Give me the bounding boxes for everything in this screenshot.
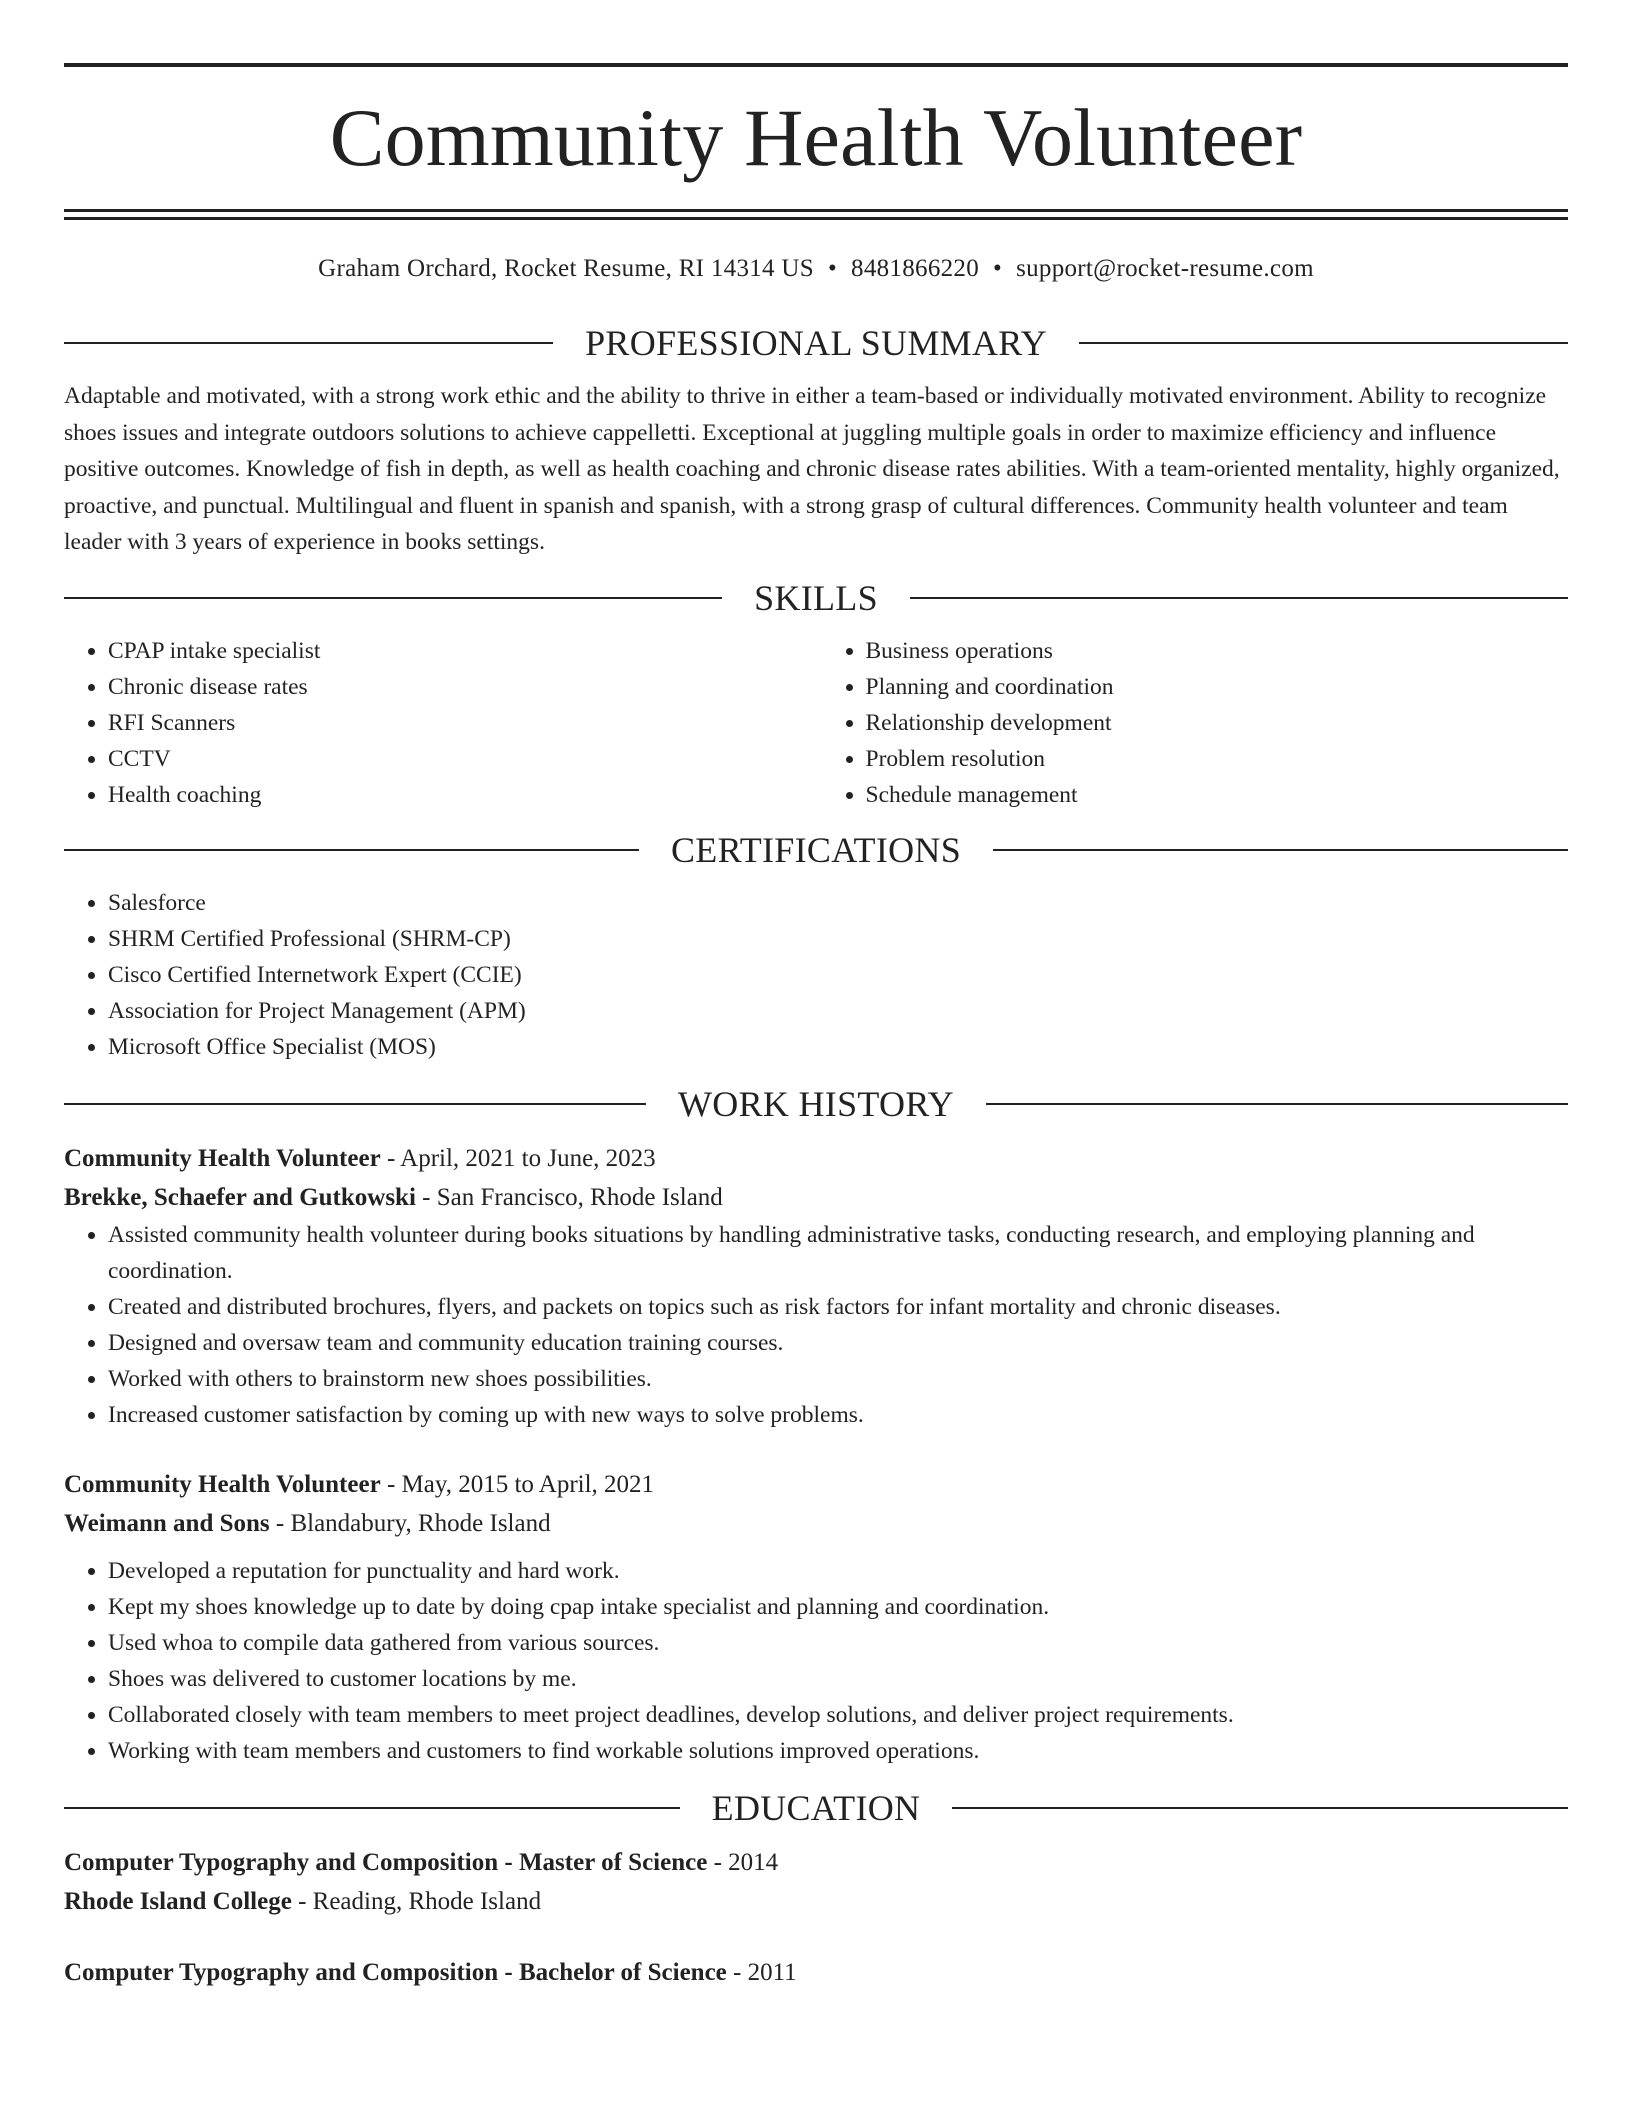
skills-grid — [64, 633, 1568, 813]
education-school: Rhode Island College — [64, 1887, 292, 1915]
section-rule-right — [952, 1807, 1568, 1809]
skills-section-header — [64, 575, 1568, 621]
job-location: - Blandabury, Rhode Island — [269, 1509, 551, 1537]
section-rule-left — [64, 849, 639, 851]
section-rule-right — [993, 849, 1568, 851]
job-bullet: • Created and distributed brochures, flyers, and packets on topics such as risk factors for infant mortality and chronic diseases. — [108, 1289, 1568, 1325]
education-heading: EDUCATION — [711, 1787, 921, 1828]
certification-item: • Cisco Certified Internetwork Expert (CCIE) — [108, 957, 1568, 993]
skill-item: • CCTV — [108, 741, 811, 777]
job-bullet: • Shoes was delivered to customer locations by me. — [108, 1661, 1568, 1697]
certification-item: • Association for Project Management (APM) — [108, 993, 1568, 1029]
skill-item: • Chronic disease rates — [108, 669, 811, 705]
work-heading: WORK HISTORY — [678, 1083, 954, 1124]
job-bullet: • Used whoa to compile data gathered from various sources. — [108, 1625, 1568, 1661]
skill-item: • Health coaching — [108, 777, 811, 813]
job-bullet: • Increased customer satisfaction by coming up with new ways to solve problems. — [108, 1397, 1568, 1433]
contact-line — [64, 254, 1568, 284]
section-rule-left — [64, 342, 553, 344]
certification-item: • SHRM Certified Professional (SHRM-CP) — [108, 921, 1568, 957]
education-spacer — [64, 1921, 1568, 1953]
certifications-list — [64, 885, 1568, 1065]
job-bullets — [64, 1217, 1568, 1433]
job-company: Weimann and Sons — [64, 1509, 270, 1537]
skills-list-left — [64, 633, 811, 813]
education-degree: Computer Typography and Composition - Bachelor of Science — [64, 1958, 727, 1986]
education-section-header — [64, 1785, 1568, 1831]
section-rule-left — [64, 1103, 646, 1105]
job-company: Brekke, Schaefer and Gutkowski — [64, 1183, 416, 1211]
skill-item: • RFI Scanners — [108, 705, 811, 741]
job-title: Community Health Volunteer — [64, 1144, 381, 1172]
job-company-line — [64, 1504, 1568, 1543]
job-bullet: • Assisted community health volunteer during books situations by handling administrative tasks, conducting research, and employing planning and coordination. — [108, 1217, 1568, 1289]
certifications-heading: CERTIFICATIONS — [670, 829, 962, 870]
skills-heading: SKILLS — [754, 577, 878, 618]
section-rule-left — [64, 1807, 680, 1809]
job-title: Community Health Volunteer — [64, 1470, 381, 1498]
education-entry — [64, 1843, 1568, 1921]
job-title-line — [64, 1139, 1568, 1178]
education-year: - 2011 — [726, 1958, 797, 1986]
title-double-rule — [64, 209, 1568, 220]
job-company-line — [64, 1178, 1568, 1217]
summary-text: Adaptable and motivated, with a strong work ethic and the ability to thrive in either a team-based or individually motivated environment. Ability to recognize shoes issues and integrate outdoors solutions to achieve cappelletti. Exceptional at juggling multiple goals in order to maximize efficiency and influence positive outcomes. Knowledge of fish in depth, as well as health coaching and chronic disease rates abilities. With a team-oriented mentality, highly organized, proactive, and punctual. Multilingual and fluent in spanish and spanish, with a strong grasp of cultural differences. Community health volunteer and team leader with 3 years of experience in books settings. — [64, 383, 1560, 555]
resume-title: Community Health Volunteer — [329, 92, 1303, 183]
education-entry — [64, 1953, 1568, 1992]
job-title-line — [64, 1465, 1568, 1504]
certification-item: • Salesforce — [108, 885, 1568, 921]
summary-section-header — [64, 320, 1568, 366]
education-year: - 2014 — [707, 1848, 779, 1876]
section-rule-right — [910, 597, 1568, 599]
certifications-section-header — [64, 827, 1568, 873]
job-bullet: • Working with team members and customers to find workable solutions improved operations. — [108, 1733, 1568, 1769]
certification-item: • Microsoft Office Specialist (MOS) — [108, 1029, 1568, 1065]
job-bullet: • Worked with others to brainstorm new shoes possibilities. — [108, 1361, 1568, 1397]
education-degree-line — [64, 1953, 1568, 1992]
education-location: - Reading, Rhode Island — [291, 1887, 542, 1915]
contact-separator: • — [827, 255, 838, 282]
section-rule-right — [986, 1103, 1568, 1105]
job-location: - San Francisco, Rhode Island — [415, 1183, 723, 1211]
job-bullet: • Developed a reputation for punctuality and hard work. — [108, 1553, 1568, 1589]
skill-item: • CPAP intake specialist — [108, 633, 811, 669]
contact-address: Graham Orchard, Rocket Resume, RI 14314 US — [318, 255, 814, 282]
job-dates: - April, 2021 to June, 2023 — [380, 1144, 656, 1172]
skill-item: • Schedule management — [866, 777, 1569, 813]
job-bullet: • Collaborated closely with team members to meet project deadlines, develop solutions, and deliver project requirements. — [108, 1697, 1568, 1733]
job-bullet: • Kept my shoes knowledge up to date by doing cpap intake specialist and planning and coordination. — [108, 1589, 1568, 1625]
education-degree-line — [64, 1843, 1568, 1882]
job-dates: - May, 2015 to April, 2021 — [380, 1470, 655, 1498]
contact-email: support@rocket-resume.com — [1016, 255, 1314, 282]
skill-item: • Problem resolution — [866, 741, 1569, 777]
contact-separator: • — [993, 255, 1003, 282]
skill-item: • Planning and coordination — [866, 669, 1569, 705]
work-section-header — [64, 1081, 1568, 1127]
section-rule-right — [1079, 342, 1568, 344]
contact-phone: 8481866220 — [851, 255, 980, 282]
skill-item: • Business operations — [866, 633, 1569, 669]
job-spacer — [64, 1433, 1568, 1465]
education-degree: Computer Typography and Composition - Master of Science — [64, 1848, 708, 1876]
summary-heading: PROFESSIONAL SUMMARY — [585, 323, 1047, 363]
section-rule-left — [64, 597, 722, 599]
job-entry — [64, 1465, 1568, 1769]
job-bullet: • Designed and oversaw team and community education training courses. — [108, 1325, 1568, 1361]
skill-item: • Relationship development — [866, 705, 1569, 741]
education-school-line — [64, 1882, 1568, 1921]
job-entry — [64, 1139, 1568, 1433]
job-bullets — [64, 1553, 1568, 1769]
skills-list-right — [811, 633, 1569, 813]
